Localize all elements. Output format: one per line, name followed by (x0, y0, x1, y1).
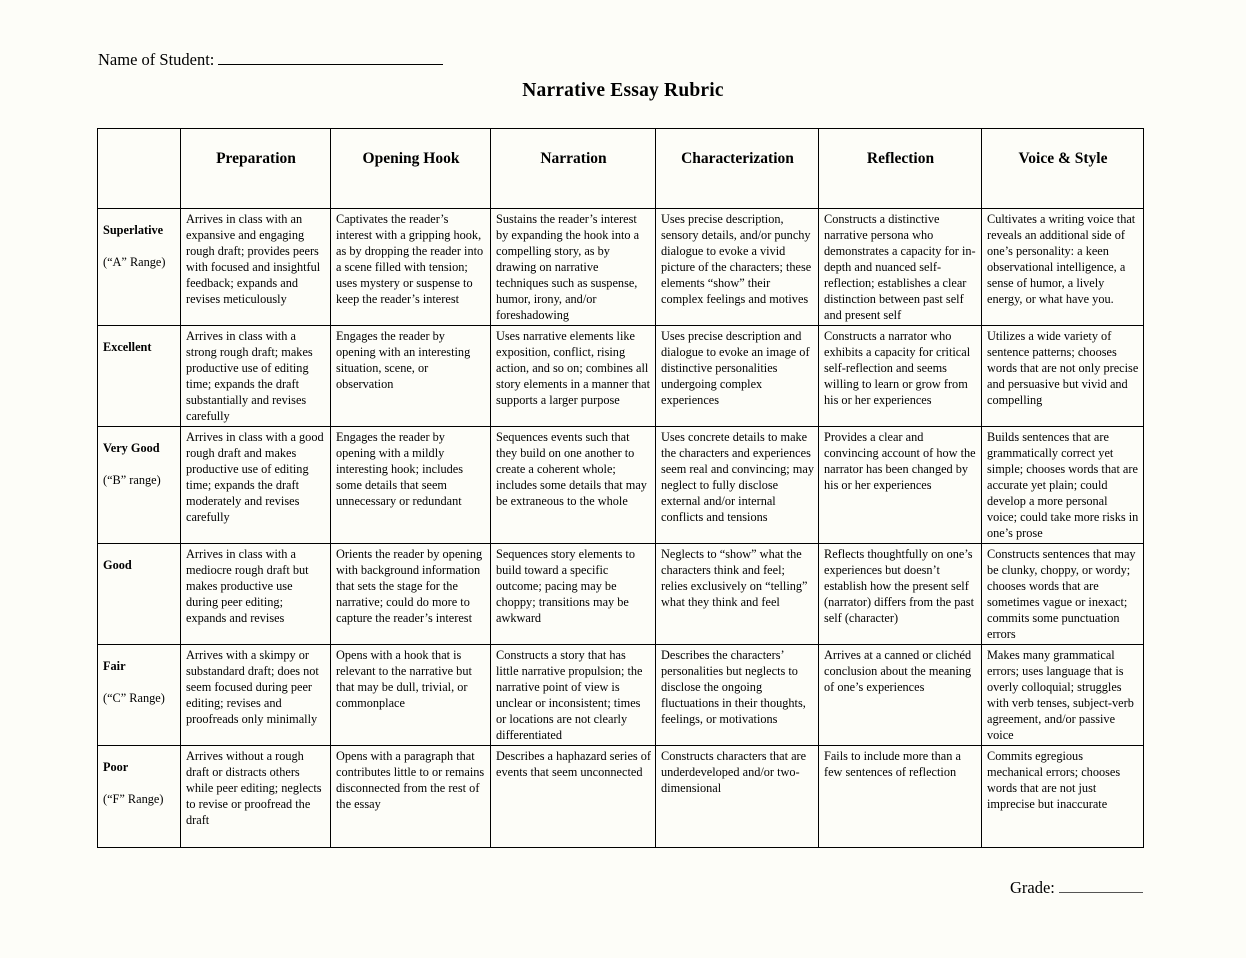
rubric-cell-poor-characterization: Constructs characters that are underdeveloped and/or two-dimensional (656, 746, 819, 848)
rubric-cell-fair-reflection: Arrives at a canned or clichéd conclusion about the meaning of one’s experiences (819, 645, 982, 746)
rubric-cell-superlative-characterization: Uses precise description, sensory details, and/or punchy dialogue to evoke a vivid picture of the characters; these elements “show” their complex feelings and motives (656, 209, 819, 326)
rubric-cell-good-characterization: Neglects to “show” what the characters think and feel; relies exclusively on “telling” what they think and feel (656, 544, 819, 645)
rubric-cell-good-voice-style: Constructs sentences that may be clunky, choppy, or wordy; chooses words that are sometimes vague or inexact; commits some punctuation errors (982, 544, 1144, 645)
student-name-row (98, 50, 443, 70)
rubric-cell-very-good-opening-hook: Engages the reader by opening with a mildly interesting hook; includes some details that seem unnecessary or redundant (331, 427, 491, 544)
rubric-row-good (98, 544, 1144, 645)
row-label-fair (98, 645, 181, 746)
student-name-label: Name of Student: (98, 50, 215, 69)
column-header-voice-style: Voice & Style (982, 129, 1144, 209)
rubric-cell-very-good-voice-style: Builds sentences that are grammatically correct yet simple; chooses words that are accurate yet plain; could develop a more personal voice; could take more risks in one’s prose (982, 427, 1144, 544)
page-title: Narrative Essay Rubric (522, 80, 724, 101)
rubric-row-superlative (98, 209, 1144, 326)
row-level-text: Good (103, 558, 132, 572)
row-label-excellent (98, 326, 181, 427)
rubric-table-body (98, 209, 1144, 848)
row-label-poor (98, 746, 181, 848)
rubric-cell-poor-reflection: Fails to include more than a few sentences of reflection (819, 746, 982, 848)
grade-label: Grade: (1010, 878, 1055, 897)
column-header-characterization: Characterization (656, 129, 819, 209)
row-label-very-good (98, 427, 181, 544)
rubric-cell-very-good-characterization: Uses concrete details to make the characters and experiences seem real and convincing; may neglect to fully disclose external and/or internal conflicts and tensions (656, 427, 819, 544)
row-level-text: Poor (103, 760, 129, 774)
row-level-text: Very Good (103, 441, 160, 455)
row-range-text: (“C” Range) (103, 691, 165, 705)
column-header-opening-hook: Opening Hook (331, 129, 491, 209)
column-header-preparation: Preparation (181, 129, 331, 209)
rubric-cell-superlative-narration: Sustains the reader’s interest by expanding the hook into a compelling story, as by drawing on narrative techniques such as suspense, humor, irony, and/or foreshadowing (491, 209, 656, 326)
rubric-cell-excellent-narration: Uses narrative elements like exposition, conflict, rising action, and so on; combines all story elements in a manner that supports a larger purpose (491, 326, 656, 427)
column-header-reflection: Reflection (819, 129, 982, 209)
rubric-table (97, 128, 1144, 848)
row-level-text: Excellent (103, 340, 152, 354)
rubric-cell-very-good-preparation: Arrives in class with a good rough draft and makes productive use of editing time; expands the draft moderately and revises carefully (181, 427, 331, 544)
rubric-cell-good-narration: Sequences story elements to build toward a specific outcome; pacing may be choppy; transitions may be awkward (491, 544, 656, 645)
row-label-good (98, 544, 181, 645)
rubric-cell-good-preparation: Arrives in class with a mediocre rough draft but makes productive use during peer editing; expands and revises (181, 544, 331, 645)
rubric-cell-good-opening-hook: Orients the reader by opening with background information that sets the stage for the narrative; could do more to capture the reader’s interest (331, 544, 491, 645)
rubric-cell-poor-opening-hook: Opens with a paragraph that contributes little to or remains disconnected from the rest of the essay (331, 746, 491, 848)
rubric-cell-fair-narration: Constructs a story that has little narrative propulsion; the narrative point of view is unclear or inconsistent; times or locations are not clearly differentiated (491, 645, 656, 746)
rubric-cell-excellent-preparation: Arrives in class with a strong rough draft; makes productive use of editing time; expands the draft substantially and revises carefully (181, 326, 331, 427)
rubric-cell-excellent-reflection: Constructs a narrator who exhibits a capacity for critical self-reflection and seems willing to learn or grow from his or her experiences (819, 326, 982, 427)
rubric-cell-poor-preparation: Arrives without a rough draft or distracts others while peer editing; neglects to revise or proofread the draft (181, 746, 331, 848)
rubric-cell-poor-voice-style: Commits egregious mechanical errors; chooses words that are not just imprecise but inaccurate (982, 746, 1144, 848)
row-range-text: (“F” Range) (103, 792, 164, 806)
column-header-narration: Narration (491, 129, 656, 209)
row-range-text: (“A” Range) (103, 255, 166, 269)
rubric-cell-excellent-opening-hook: Engages the reader by opening with an interesting situation, scene, or observation (331, 326, 491, 427)
rubric-cell-fair-opening-hook: Opens with a hook that is relevant to the narrative but that may be dull, trivial, or commonplace (331, 645, 491, 746)
rubric-row-fair (98, 645, 1144, 746)
rubric-row-very-good (98, 427, 1144, 544)
rubric-table-header (98, 129, 1144, 209)
corner-cell (98, 129, 181, 209)
rubric-cell-fair-characterization: Describes the characters’ personalities but neglects to disclose the ongoing fluctuations in their thoughts, feelings, or motivations (656, 645, 819, 746)
student-name-blank (218, 50, 443, 65)
rubric-row-poor (98, 746, 1144, 848)
rubric-cell-very-good-narration: Sequences events such that they build on one another to create a coherent whole; includes some details that may be extraneous to the whole (491, 427, 656, 544)
row-range-text: (“B” range) (103, 473, 161, 487)
rubric-cell-superlative-opening-hook: Captivates the reader’s interest with a gripping hook, as by dropping the reader into a scene filled with tension; uses mystery or suspense to keep the reader’s interest (331, 209, 491, 326)
grade-row (1010, 878, 1143, 898)
rubric-cell-superlative-reflection: Constructs a distinctive narrative persona who demonstrates a capacity for in-depth and nuanced self-reflection; establishes a clear distinction between past self and present self (819, 209, 982, 326)
rubric-cell-superlative-preparation: Arrives in class with an expansive and engaging rough draft; provides peers with focused and insightful feedback; expands and revises meticulously (181, 209, 331, 326)
rubric-cell-fair-voice-style: Makes many grammatical errors; uses language that is overly colloquial; struggles with verb tenses, subject-verb agreement, and/or passive voice (982, 645, 1144, 746)
grade-blank (1059, 878, 1143, 893)
row-level-text: Fair (103, 659, 126, 673)
rubric-cell-very-good-reflection: Provides a clear and convincing account of how the narrator has been changed by his or her experiences (819, 427, 982, 544)
row-label-superlative (98, 209, 181, 326)
header-row (98, 129, 1144, 209)
rubric-cell-fair-preparation: Arrives with a skimpy or substandard draft; does not seem focused during peer editing; revises and proofreads only minimally (181, 645, 331, 746)
rubric-cell-excellent-characterization: Uses precise description and dialogue to evoke an image of distinctive personalities undergoing complex experiences (656, 326, 819, 427)
rubric-cell-poor-narration: Describes a haphazard series of events that seem unconnected (491, 746, 656, 848)
rubric-cell-superlative-voice-style: Cultivates a writing voice that reveals an additional side of one’s personality: a keen observational intelligence, a sense of humor, a lively energy, or what have you. (982, 209, 1144, 326)
row-level-text: Superlative (103, 223, 164, 237)
rubric-cell-good-reflection: Reflects thoughtfully on one’s experiences but doesn’t establish how the present self (narrator) differs from the past self (character) (819, 544, 982, 645)
rubric-row-excellent (98, 326, 1144, 427)
rubric-cell-excellent-voice-style: Utilizes a wide variety of sentence patterns; chooses words that are not only precise and persuasive but vivid and compelling (982, 326, 1144, 427)
